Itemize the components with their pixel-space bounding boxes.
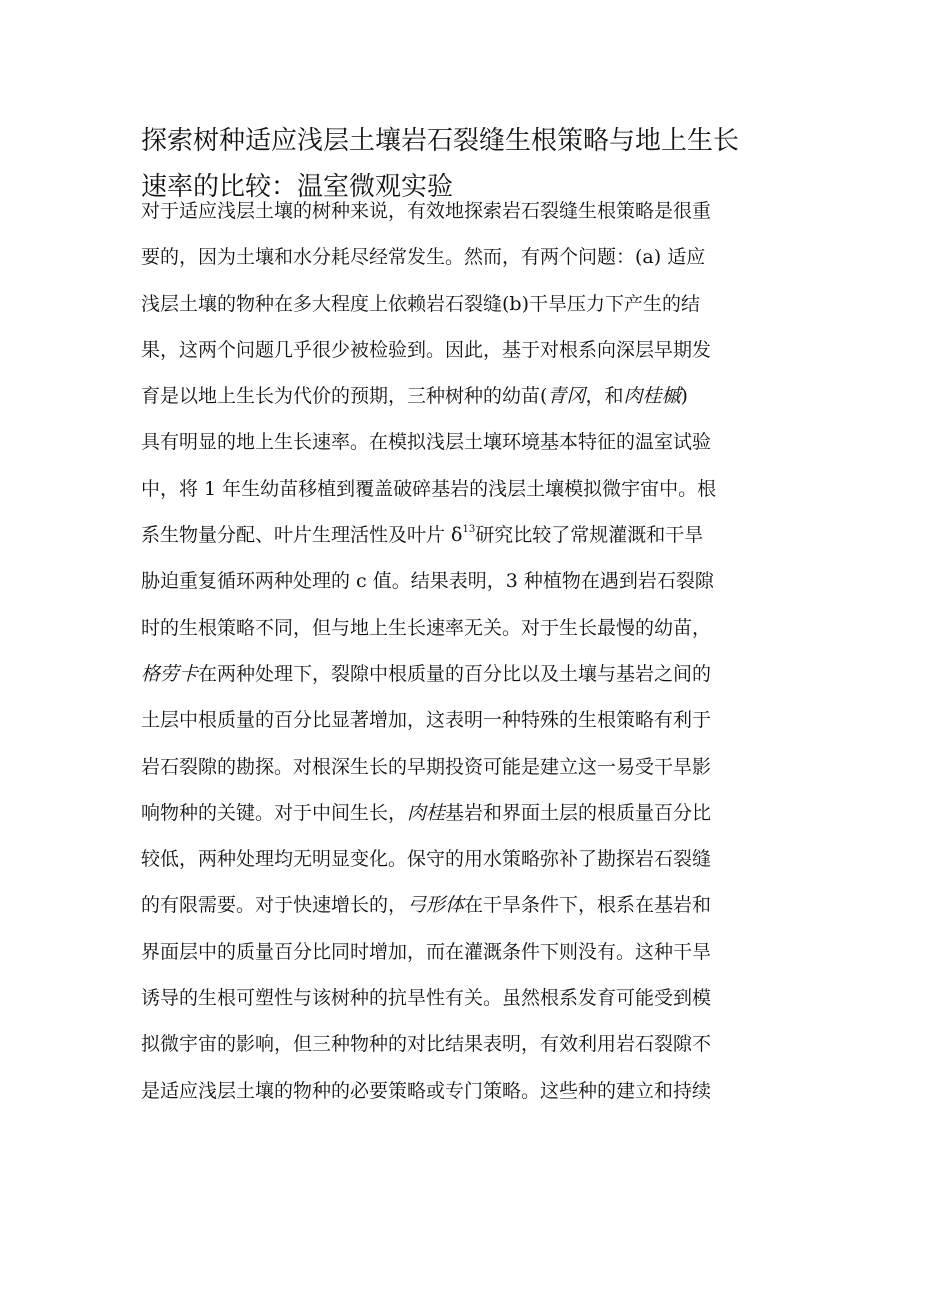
body-text-run: 岩石裂隙的勘探。对根深生长的早期投资可能是建立这一易受干旱影: [141, 755, 712, 778]
italic-species-name: 格劳卡: [141, 662, 199, 685]
body-text-run: 界面层中的质量百分比同时增加，而在灌溉条件下则没有。这种干旱: [141, 940, 712, 963]
body-line: [141, 1068, 801, 1114]
body-text-run: 响物种的关键。对于中间生长，: [141, 801, 408, 824]
body-line: [141, 744, 801, 790]
body-text-run: 在干旱条件下，根系在基岩和: [464, 894, 712, 917]
body-line: [141, 327, 801, 373]
body-text-run: 浅层土壤的物种在多大程度上依赖岩石裂缝(b)干旱压力下产生的结: [141, 292, 700, 315]
body-text-run: 胁迫重复循环两种处理的 c 值。结果表明，3 种植物在遇到岩石裂隙: [141, 570, 714, 593]
body-line: [141, 558, 801, 604]
body-line: [141, 512, 801, 558]
body-text-run: 是适应浅层土壤的物种的必要策略或专门策略。这些种的建立和持续: [141, 1079, 712, 1102]
body-line: [141, 1021, 801, 1067]
body-text-run: 对于适应浅层土壤的树种来说，有效地探索岩石裂缝生根策略是很重: [141, 200, 712, 222]
body-text-run: 时的生根策略不同，但与地上生长速率无关。对于生长最慢的幼苗，: [141, 616, 712, 639]
italic-species-name: 肉桂槭: [623, 385, 681, 408]
body-line: [141, 651, 801, 697]
abstract-body: [141, 188, 801, 1114]
body-text-run: 研究比较了常规灌溉和干旱: [475, 524, 704, 547]
body-line: [141, 419, 801, 465]
title-line-1: 探索树种适应浅层土壤岩石裂缝生根策略与地上生长: [141, 126, 740, 156]
body-line: [141, 929, 801, 975]
superscript: 13: [462, 524, 476, 536]
italic-species-name: 肉桂: [407, 801, 446, 824]
body-text-run: ): [680, 385, 688, 408]
body-text-run: 拟微宇宙的影响，但三种物种的对比结果表明，有效利用岩石裂隙不: [141, 1033, 712, 1056]
title-line-2: 速率的比较：温室微观实验: [141, 172, 454, 202]
body-line: [141, 975, 801, 1021]
body-line: [141, 373, 801, 419]
body-text-run: 中，将 1 年生幼苗移植到覆盖破碎基岩的浅层土壤模拟微宇宙中。根: [141, 477, 717, 500]
body-line: [141, 697, 801, 743]
body-line: [141, 234, 801, 280]
body-line: [141, 605, 801, 651]
body-line: [141, 882, 801, 928]
body-text-run: ，和: [585, 385, 624, 408]
body-text-run: 诱导的生根可塑性与该树种的抗旱性有关。虽然根系发育可能受到模: [141, 987, 712, 1010]
body-line: [141, 188, 801, 234]
body-text-run: 较低，两种处理均无明显变化。保守的用水策略弥补了勘探岩石裂缝: [141, 848, 712, 871]
body-line: [141, 466, 801, 512]
body-line: [141, 790, 801, 836]
body-text-run: 要的，因为土壤和水分耗尽经常发生。然而，有两个问题：(a) 适应: [141, 246, 706, 269]
italic-species-name: 弓形体: [407, 894, 465, 917]
body-line: [141, 281, 801, 327]
body-text-run: 的有限需要。对于快速增长的，: [141, 894, 408, 917]
body-line: [141, 836, 801, 882]
body-text-run: 系生物量分配、叶片生理活性及叶片 δ: [141, 524, 463, 547]
body-text-run: 基岩和界面土层的根质量百分比: [445, 801, 712, 824]
body-text-run: 果，这两个问题几乎很少被检验到。因此，基于对根系向深层早期发: [141, 338, 712, 361]
body-text-run: 育是以地上生长为代价的预期，三种树种的幼苗(: [141, 385, 548, 408]
body-text-run: 在两种处理下，裂隙中根质量的百分比以及土壤与基岩之间的: [198, 662, 712, 685]
body-text-run: 土层中根质量的百分比显著增加，这表明一种特殊的生根策略有利于: [141, 709, 712, 732]
body-text-run: 具有明显的地上生长速率。在模拟浅层土壤环境基本特征的温室试验: [141, 431, 712, 454]
italic-species-name: 青冈: [547, 385, 586, 408]
